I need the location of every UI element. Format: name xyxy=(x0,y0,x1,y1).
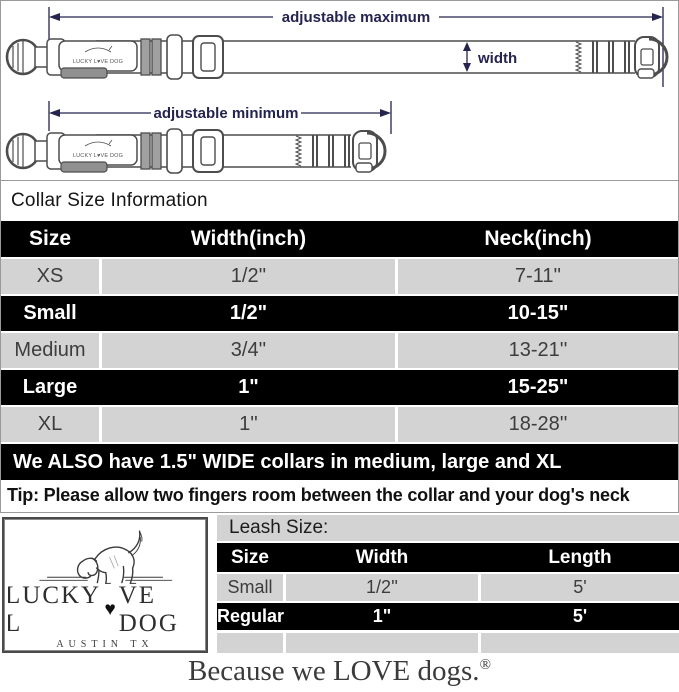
brand-right: VE DOG xyxy=(118,582,179,637)
cell-neck: 13-21'' xyxy=(398,333,678,368)
brand-logo-inner xyxy=(4,519,206,651)
leash-header-row xyxy=(217,543,679,572)
arrow-right-icon xyxy=(652,13,663,21)
heart-icon: ♥ xyxy=(104,599,118,620)
dog-sketch-icon xyxy=(10,522,200,588)
brand-left: LUCKY L xyxy=(5,582,101,637)
collar-diagram-svg xyxy=(1,1,679,181)
cell-width: 3/4'' xyxy=(102,333,395,368)
table-row-large xyxy=(1,370,678,405)
cell-neck: 15-25" xyxy=(507,376,569,398)
leash-row-empty xyxy=(217,633,679,653)
width-dimension-label: width xyxy=(478,50,518,67)
collar-bottom xyxy=(7,129,385,173)
cell-neck: 18-28'' xyxy=(398,407,678,442)
cell-length: 5' xyxy=(572,606,588,626)
cell-size: Small xyxy=(217,574,283,601)
triglide-bar-icon xyxy=(152,39,161,75)
brand-plate xyxy=(59,41,137,71)
wide-collar-banner xyxy=(1,444,678,480)
tip-text: Tip: Please allow two fingers room between the collar and your dog's neck xyxy=(7,485,630,505)
cell-length xyxy=(481,633,679,653)
cell-width: 1/2'' xyxy=(102,259,395,294)
footer-tagline-row xyxy=(0,655,679,692)
table-row-xs xyxy=(1,259,678,294)
collar-diagram xyxy=(1,1,678,181)
slide-bar-icon xyxy=(167,35,182,79)
leash-row-small xyxy=(217,574,679,601)
width-annotation xyxy=(463,42,517,72)
header-size: Size xyxy=(230,546,270,568)
brand-plate xyxy=(59,135,137,165)
arrow-down-icon xyxy=(463,63,471,72)
cell-size xyxy=(217,633,283,653)
table-row-medium xyxy=(1,333,678,368)
triglide-bar-icon xyxy=(141,39,150,75)
cell-length: 5' xyxy=(481,574,679,601)
cell-width: 1'' xyxy=(102,407,395,442)
leash-row-regular xyxy=(217,603,679,630)
cell-size: XL xyxy=(1,407,99,442)
collar-table-heading xyxy=(1,181,678,221)
header-length: Length xyxy=(548,546,612,568)
brand-location: AUSTIN TX xyxy=(56,639,154,650)
collar-tag-text: LUCKY L♥VE DOG xyxy=(72,59,124,65)
cell-size: XS xyxy=(1,259,99,294)
collar-table-header-row xyxy=(1,221,678,257)
triglide-bar-icon xyxy=(152,133,161,169)
table-row-xl xyxy=(1,407,678,442)
header-neck: Neck(inch) xyxy=(484,227,592,250)
arrow-right-icon xyxy=(380,109,391,117)
cell-width: 1/2" xyxy=(229,302,268,324)
cell-neck: 10-15" xyxy=(507,302,569,324)
collar-tag-text: LUCKY L♥VE DOG xyxy=(72,153,124,159)
stitching-icon xyxy=(296,136,301,166)
leash-table-heading xyxy=(217,515,679,541)
collar-size-table xyxy=(1,221,678,442)
cell-size: Small xyxy=(23,302,77,324)
leash-table-title: Leash Size: xyxy=(229,517,329,538)
fit-tip xyxy=(1,480,678,511)
slide-bar-icon xyxy=(167,129,182,173)
cell-width: 1" xyxy=(238,376,259,398)
table-row-small xyxy=(1,296,678,331)
arrow-left-icon xyxy=(49,13,60,21)
collar-table-title: Collar Size Information xyxy=(11,190,208,211)
leash-size-table xyxy=(217,515,679,653)
arrow-up-icon xyxy=(463,42,471,51)
cell-width xyxy=(286,633,478,653)
buckle-tab-icon xyxy=(61,68,107,78)
brand-wordmark xyxy=(5,582,205,638)
cell-size: Large xyxy=(22,376,78,398)
cell-width: 1/2'' xyxy=(286,574,478,601)
collar-top xyxy=(7,35,667,79)
bottom-region xyxy=(0,513,679,655)
brand-logo-box xyxy=(2,517,208,653)
triglide-bar-icon xyxy=(141,133,150,169)
max-dimension-label: adjustable maximum xyxy=(281,9,431,26)
header-width: Width xyxy=(355,546,409,568)
buckle-tab-icon xyxy=(61,162,107,172)
cell-width: 1" xyxy=(372,606,392,626)
min-dimension-label: adjustable minimum xyxy=(153,105,299,122)
cell-size: Regular xyxy=(217,606,285,626)
banner-text: We ALSO have 1.5" WIDE collars in medium, large and XL xyxy=(13,450,562,473)
cell-size: Medium xyxy=(1,333,99,368)
cell-neck: 7-11'' xyxy=(398,259,678,294)
header-width: Width(inch) xyxy=(190,227,307,250)
registered-mark: ® xyxy=(479,657,491,673)
footer-tagline: Because we LOVE dogs. xyxy=(188,655,480,687)
arrow-left-icon xyxy=(49,109,60,117)
stitching-icon xyxy=(576,42,581,72)
header-size: Size xyxy=(28,227,72,250)
